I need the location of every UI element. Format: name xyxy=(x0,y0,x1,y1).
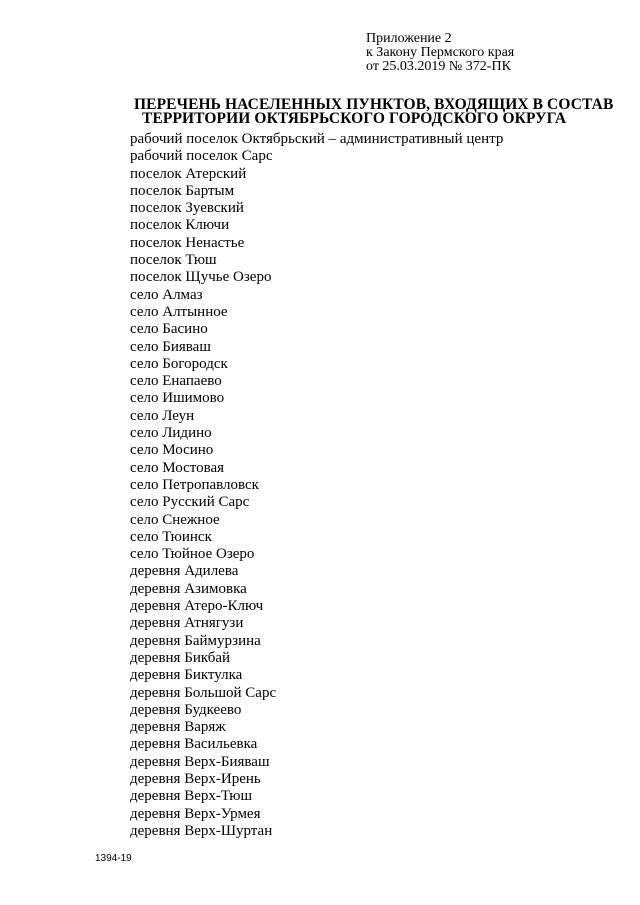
settlement-item: рабочий поселок Октябрьский – административный центр xyxy=(130,131,504,147)
settlement-item: деревня Бикбай xyxy=(130,649,231,666)
settlement-item: село Богородск xyxy=(130,355,228,372)
title-line: ПЕРЕЧЕНЬ НАСЕЛЕННЫХ ПУНКТОВ, ВХОДЯЩИХ В СОСТАВ xyxy=(134,96,614,113)
settlement-item: село Енапаево xyxy=(130,373,222,390)
settlement-item: деревня Азимовка xyxy=(130,580,247,597)
settlement-item: село Басино xyxy=(130,321,208,338)
settlement-item: деревня Верх-Бияваш xyxy=(130,753,270,770)
settlement-item: деревня Атеро-Ключ xyxy=(130,598,264,615)
settlement-item: деревня Васильевка xyxy=(130,736,258,753)
settlement-list xyxy=(130,131,503,840)
settlement-item: рабочий поселок Сарс xyxy=(130,148,273,165)
settlement-item: деревня Адилева xyxy=(130,563,239,580)
settlement-item: деревня Верх-Ирень xyxy=(130,770,261,787)
settlement-item: поселок Ненастье xyxy=(130,234,245,251)
settlement-item: село Русский Сарс xyxy=(130,494,250,511)
settlement-item: село Мостовая xyxy=(130,459,225,476)
settlement-item: село Снежное xyxy=(130,511,220,528)
settlement-item: деревня Атнягузи xyxy=(130,615,244,632)
settlement-item: деревня Верх-Тюш xyxy=(130,788,253,805)
document-title xyxy=(134,98,614,126)
settlement-item: село Тюинск xyxy=(130,528,212,545)
settlement-item: поселок Атерский xyxy=(130,165,247,182)
settlement-item: село Алтынное xyxy=(130,303,228,320)
settlement-item: поселок Ключи xyxy=(130,217,230,234)
appendix-reference xyxy=(366,32,514,74)
appendix-line: Приложение 2 xyxy=(366,31,452,46)
settlement-item: деревня Биктулка xyxy=(130,667,243,684)
settlement-item: село Тюйное Озеро xyxy=(130,546,255,563)
settlement-item: деревня Варяж xyxy=(130,719,226,736)
settlement-item: деревня Большой Сарс xyxy=(130,684,277,701)
settlement-item: село Леун xyxy=(130,407,195,424)
settlement-item: поселок Тюш xyxy=(130,252,217,269)
settlement-item: поселок Щучье Озеро xyxy=(130,269,272,286)
settlement-item: деревня Верх-Шуртан xyxy=(130,822,273,839)
settlement-item: село Бияваш xyxy=(130,338,211,355)
settlement-item: село Мосино xyxy=(130,442,214,459)
settlement-item: село Алмаз xyxy=(130,286,203,303)
settlement-item: село Лидино xyxy=(130,425,212,442)
settlement-item: село Петропавловск xyxy=(130,476,259,493)
title-line: ТЕРРИТОРИИ ОКТЯБРЬСКОГО ГОРОДСКОГО ОКРУГА xyxy=(142,110,567,127)
settlement-item: деревня Баймурзина xyxy=(130,632,261,649)
settlement-item: село Ишимово xyxy=(130,390,225,407)
settlement-item: поселок Зуевский xyxy=(130,200,244,217)
settlement-item: деревня Верх-Урмея xyxy=(130,805,261,822)
appendix-line: от 25.03.2019 № 372-ПК xyxy=(366,59,511,74)
appendix-line: к Закону Пермского края xyxy=(366,45,515,60)
settlement-item: поселок Бартым xyxy=(130,182,235,199)
settlement-item: деревня Будкеево xyxy=(130,701,242,718)
document-code: 1394-19 xyxy=(95,853,132,864)
